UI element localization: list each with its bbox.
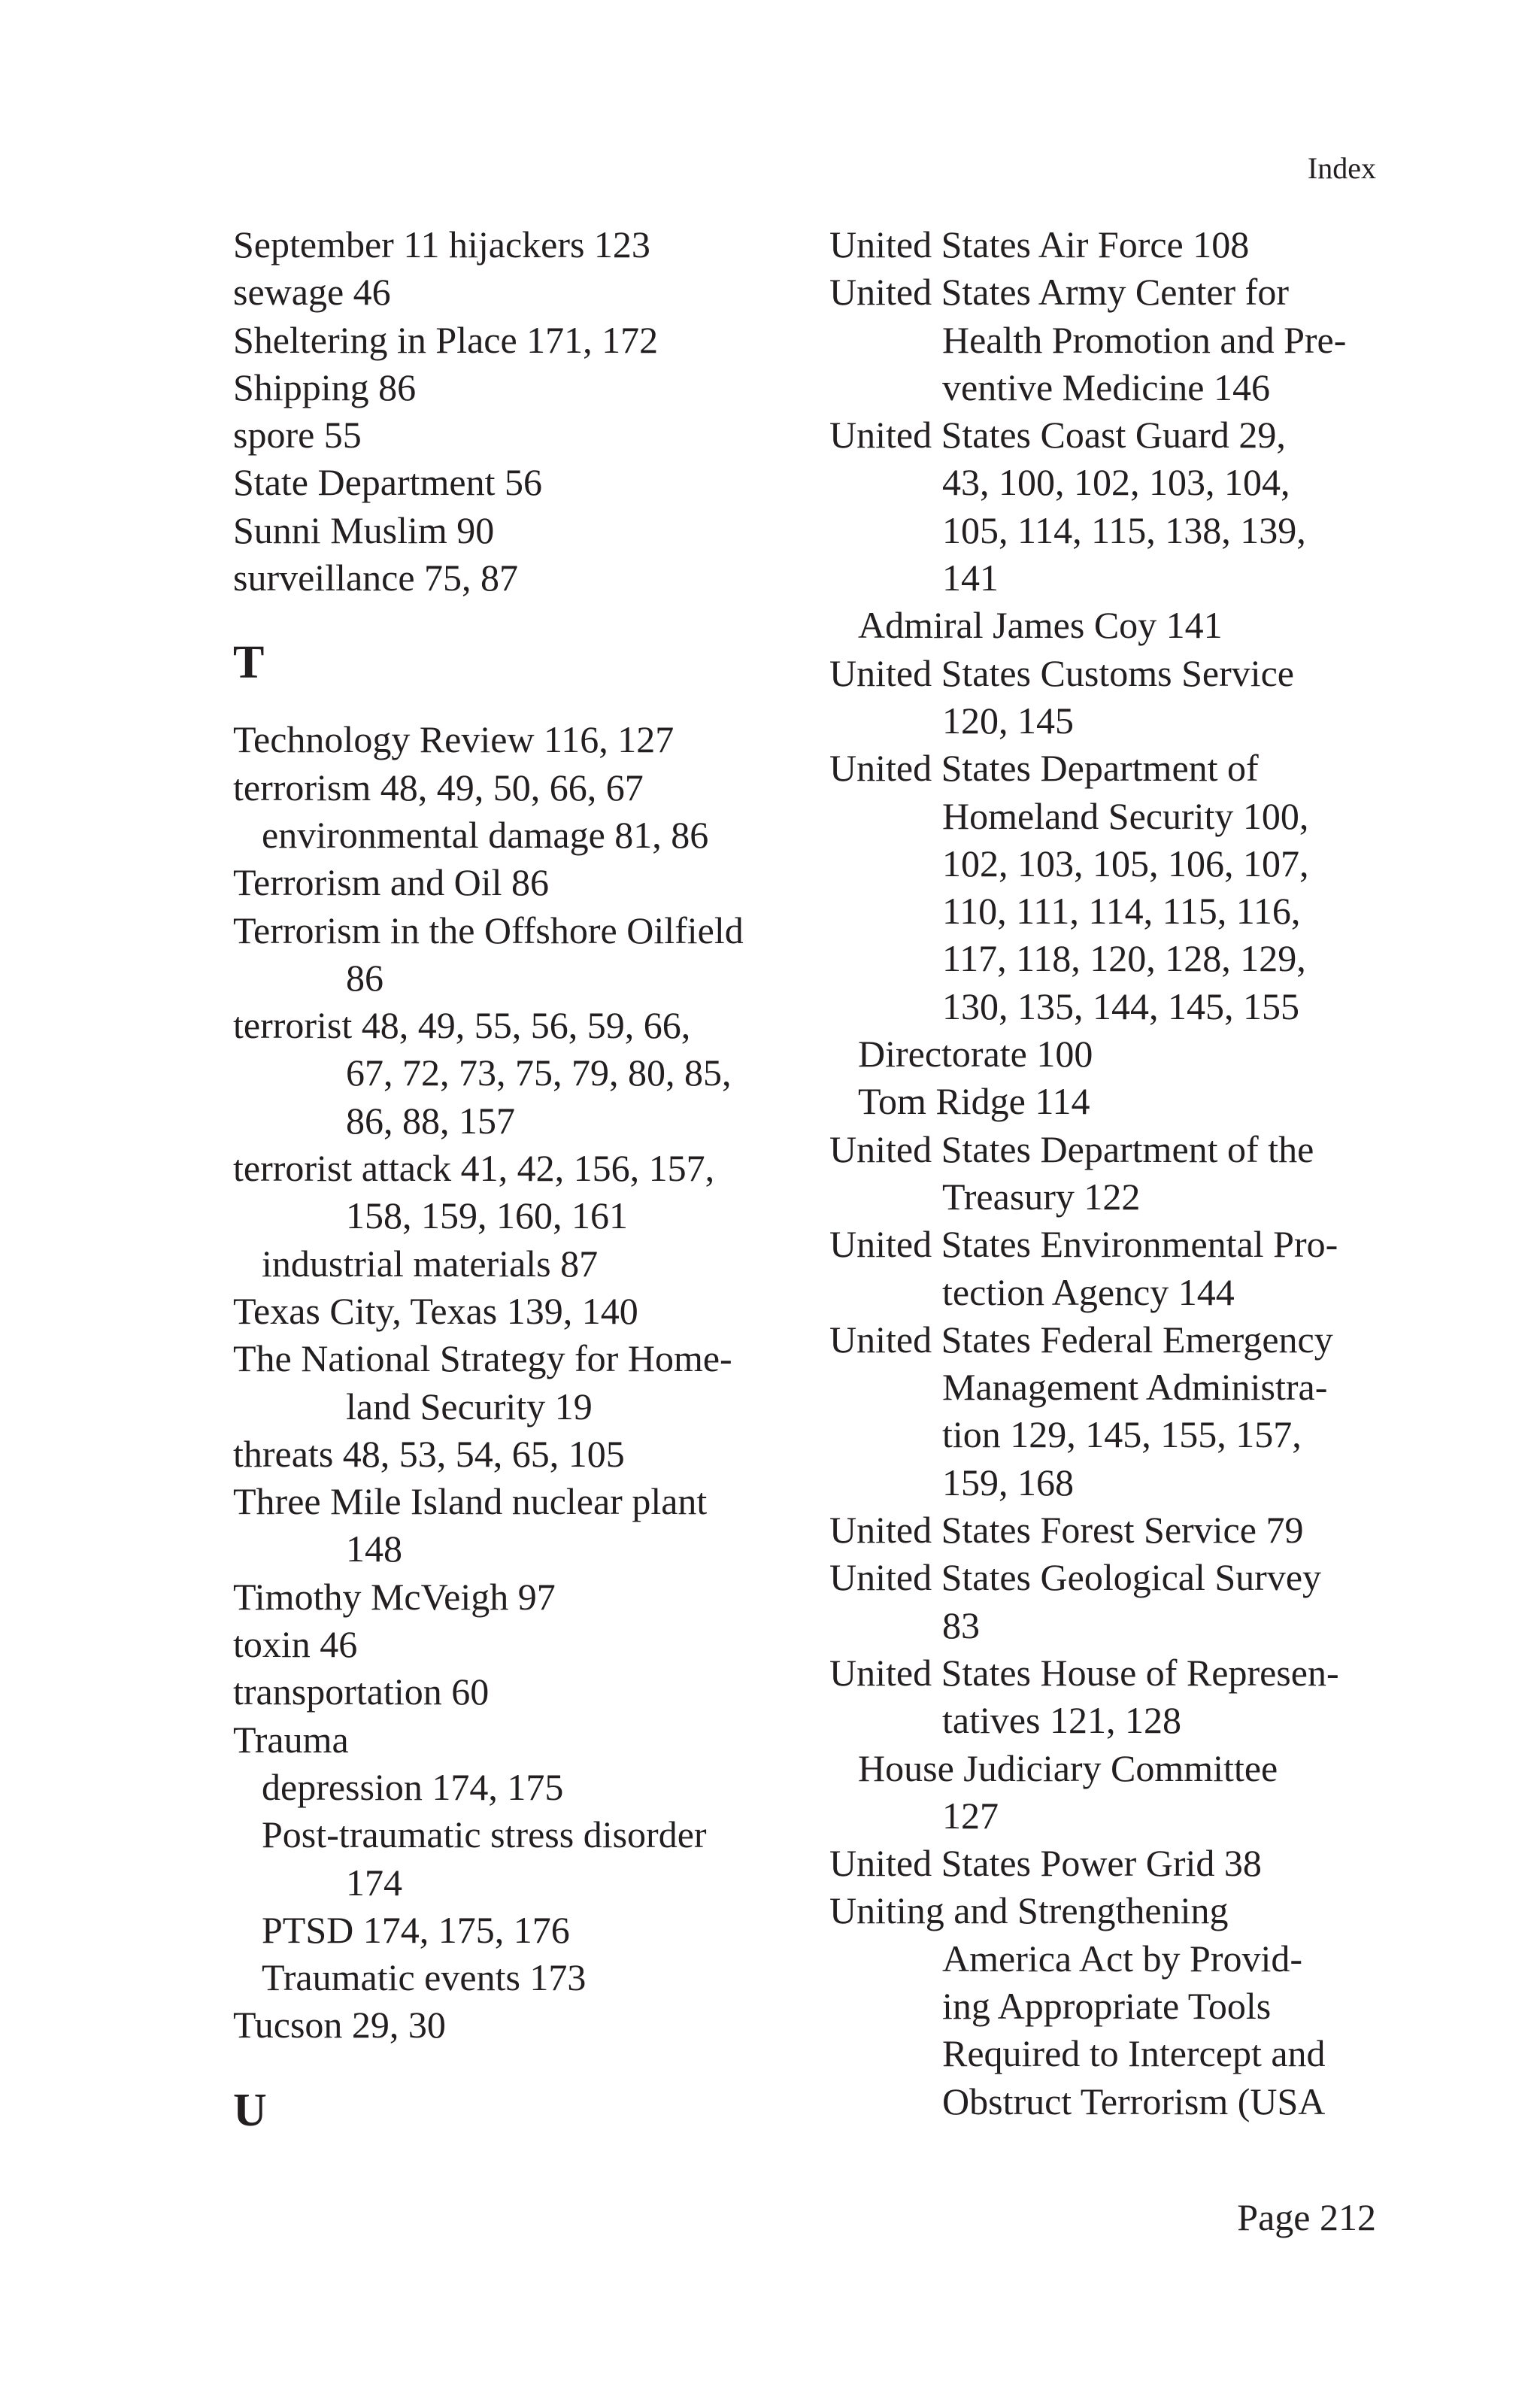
index-entry-line: The National Strategy for Home-	[233, 1337, 732, 1380]
index-subentry	[829, 1745, 1401, 1840]
index-entry-line: Technology Review 116, 127	[233, 718, 675, 761]
index-entry	[829, 1649, 1401, 1745]
index-entry: Shipping 86	[233, 366, 417, 408]
index-subentry	[233, 1811, 805, 1907]
index-entry	[233, 716, 805, 763]
index-column-left	[233, 221, 805, 2164]
index-entry	[829, 1221, 1401, 1316]
index-entry-line: Timothy McVeigh 97	[233, 1575, 556, 1618]
index-entry	[829, 1840, 1401, 1887]
index-entry-line: tatives 121, 128	[942, 1699, 1182, 1742]
index-entry-line: depression 174, 175	[262, 1765, 564, 1808]
index-entry-line: 141	[942, 557, 999, 599]
index-entry-line: Admiral James Coy 141	[858, 604, 1223, 647]
index-entry-line: terrorist attack 41, 42, 156, 157,	[233, 1147, 715, 1190]
running-head: Index	[1307, 151, 1376, 185]
index-entry: spore 55	[233, 414, 362, 457]
index-entry-line: United States Department of	[829, 747, 1259, 790]
index-entry	[233, 764, 805, 812]
index-entry	[829, 221, 1401, 269]
index-entry-line: 86, 88, 157	[346, 1099, 515, 1142]
index-entry-line: United States Environmental Pro-	[829, 1223, 1338, 1266]
index-entry-line: Post-traumatic stress disorder	[262, 1813, 707, 1856]
index-subentry	[829, 1078, 1401, 1125]
index-entry-line: 127	[942, 1794, 999, 1837]
index-entry-line: transportation 60	[233, 1670, 490, 1713]
index-entry	[233, 1288, 805, 1335]
index-entry-line: America Act by Provid-	[942, 1937, 1303, 1980]
index-entry-line: United States Forest Service 79	[829, 1509, 1304, 1552]
index-entry-line: Tom Ridge 114	[858, 1080, 1090, 1123]
index-entry-line: 105, 114, 115, 138, 139,	[942, 508, 1306, 551]
index-entry	[829, 411, 1401, 602]
index-entry-line: 130, 135, 144, 145, 155	[942, 985, 1299, 1027]
index-entry: State Department 56	[233, 461, 542, 504]
index-letter-heading-u: U	[233, 2084, 267, 2136]
index-entry-line: 83	[942, 1604, 980, 1646]
index-entry	[233, 1716, 805, 1764]
index-entry-line: threats 48, 53, 54, 65, 105	[233, 1432, 625, 1475]
index-entry-line: industrial materials 87	[262, 1242, 599, 1285]
index-entry-line: PTSD 174, 175, 176	[262, 1908, 570, 1951]
index-entry	[233, 1145, 805, 1240]
index-entry	[829, 650, 1401, 745]
index-entry	[829, 269, 1401, 411]
index-entry-line: Trauma	[233, 1718, 349, 1761]
index-entry-line: United States Geological Survey	[829, 1556, 1322, 1599]
index-column-right	[829, 221, 1401, 2125]
index-entry-line: Texas City, Texas 139, 140	[233, 1289, 638, 1332]
index-subentry	[233, 1907, 805, 1954]
index-entry-line: 43, 100, 102, 103, 104,	[942, 461, 1290, 504]
index-entry-line: Terrorism and Oil 86	[233, 861, 550, 904]
index-entry-line: United States Power Grid 38	[829, 1842, 1262, 1885]
index-entry-line: United States House of Represen-	[829, 1651, 1339, 1694]
index-subentry	[829, 1030, 1401, 1078]
index-entry	[233, 2001, 805, 2049]
index-entry	[233, 1335, 805, 1431]
index-entry	[829, 1316, 1401, 1506]
index-entry-line: Homeland Security 100,	[942, 794, 1309, 837]
index-entry	[233, 1431, 805, 1478]
index-entry: Sunni Muslim 90	[233, 508, 495, 551]
index-entry-line: 117, 118, 120, 128, 129,	[942, 937, 1306, 980]
page-number: Page 212	[1237, 2196, 1376, 2238]
index-entry-line: ventive Medicine 146	[942, 366, 1270, 408]
index-entry-line: 159, 168	[942, 1461, 1074, 1503]
index-entry: sewage 46	[233, 271, 391, 314]
index-entry-line: environmental damage 81, 86	[262, 813, 709, 856]
index-entry-line: Terrorism in the Offshore Oilfield	[233, 909, 744, 951]
index-entry: Sheltering in Place 171, 172	[233, 318, 659, 361]
index-entry	[233, 1621, 805, 1668]
index-entry-line: toxin 46	[233, 1623, 358, 1666]
index-entry-line: 148	[346, 1528, 402, 1570]
index-group-t	[233, 716, 805, 2049]
index-subentry	[829, 602, 1401, 649]
index-entry	[233, 1002, 805, 1145]
index-entry-line: Tucson 29, 30	[233, 2004, 446, 2047]
index-entry: September 11 hijackers 123	[233, 223, 650, 265]
index-entry	[829, 745, 1401, 1030]
index-entry-line: 67, 72, 73, 75, 79, 80, 85,	[346, 1051, 732, 1094]
index-group-s	[233, 221, 805, 602]
index-entry-line: terrorism 48, 49, 50, 66, 67	[233, 766, 644, 809]
index-entry: surveillance 75, 87	[233, 557, 519, 599]
index-entry-line: United States Air Force 108	[829, 223, 1250, 265]
index-entry-line: United States Federal Emergency	[829, 1318, 1333, 1361]
index-entry-line: 86	[346, 956, 383, 999]
index-letter-heading-t: T	[233, 637, 265, 689]
index-entry	[829, 1126, 1401, 1221]
index-entry	[829, 1506, 1401, 1554]
index-group-u	[829, 221, 1401, 2125]
index-subentry	[233, 1764, 805, 1811]
index-entry	[233, 1478, 805, 1573]
index-entry	[829, 1554, 1401, 1649]
index-entry-line: House Judiciary Committee	[858, 1746, 1278, 1789]
index-entry-line: Traumatic events 173	[262, 1956, 587, 1999]
index-entry-line: United States Department of the	[829, 1127, 1314, 1170]
index-entry-line: United States Army Center for	[829, 271, 1289, 314]
index-entry-line: Obstruct Terrorism (USA	[942, 2080, 1326, 2122]
index-entry-line: ing Appropriate Tools	[942, 1984, 1272, 2027]
index-entry-line: Treasury 122	[942, 1175, 1141, 1218]
index-entry-line: Management Administra-	[942, 1366, 1328, 1409]
index-entry-line: 102, 103, 105, 106, 107,	[942, 842, 1309, 884]
index-subentry	[233, 1954, 805, 2001]
index-entry-line: 110, 111, 114, 115, 116,	[942, 890, 1301, 933]
index-entry	[233, 907, 805, 1003]
index-subentry	[233, 1240, 805, 1288]
index-entry-line: tection Agency 144	[942, 1270, 1235, 1313]
index-entry-line: 120, 145	[942, 699, 1074, 742]
index-entry	[233, 1668, 805, 1716]
index-entry-line: United States Coast Guard 29,	[829, 414, 1286, 457]
index-entry-line: 174	[346, 1861, 402, 1904]
index-entry-line: United States Customs Service	[829, 651, 1294, 694]
index-entry-line: tion 129, 145, 155, 157,	[942, 1413, 1302, 1456]
index-entry	[233, 859, 805, 906]
index-entry	[829, 1887, 1401, 2125]
index-entry-line: Uniting and Strengthening	[829, 1889, 1229, 1932]
index-entry-line: Health Promotion and Pre-	[942, 318, 1347, 361]
index-entry-line: 158, 159, 160, 161	[346, 1194, 628, 1237]
index-entry-line: Required to Intercept and	[942, 2032, 1326, 2075]
index-entry	[233, 1573, 805, 1621]
index-entry-line: Directorate 100	[858, 1033, 1093, 1076]
index-entry-line: land Security 19	[346, 1385, 593, 1428]
index-entry-line: terrorist 48, 49, 55, 56, 59, 66,	[233, 1004, 691, 1047]
index-subentry	[233, 812, 805, 859]
index-entry-line: Three Mile Island nuclear plant	[233, 1480, 708, 1523]
